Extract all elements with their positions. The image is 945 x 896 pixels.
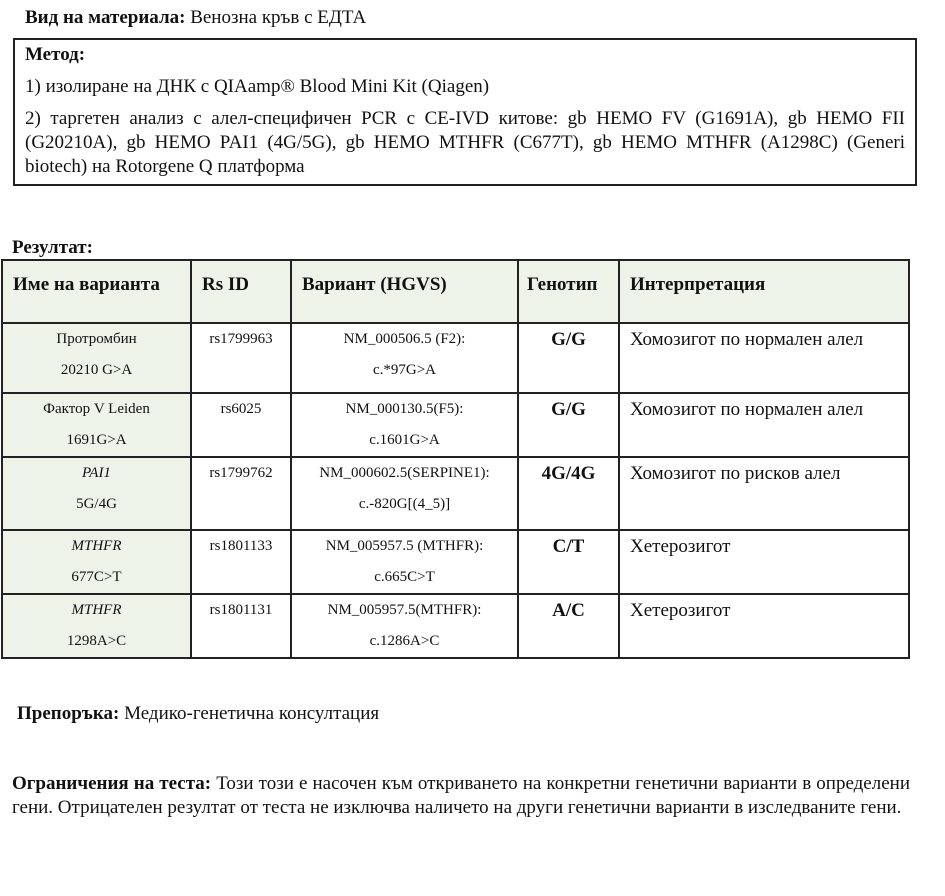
genotype: C/T <box>518 530 619 594</box>
header-hgvs: Вариант (HGVS) <box>291 260 518 323</box>
results-table <box>1 259 910 659</box>
variant-name-cell <box>2 594 191 658</box>
interpretation: Хетерозигот <box>619 594 909 658</box>
hgvs-change: c.1286A>C <box>369 633 440 649</box>
hgvs-transcript: NM_000506.5 (F2): <box>343 331 466 347</box>
table-header <box>2 260 909 323</box>
interpretation: Хомозигот по нормален алел <box>619 323 909 393</box>
genotype: G/G <box>518 323 619 393</box>
interpretation: Хетерозигот <box>619 530 909 594</box>
variant-name: MTHFR <box>71 538 122 554</box>
variant-name-cell <box>2 457 191 530</box>
material-line <box>25 6 366 30</box>
hgvs-transcript: NM_005957.5 (MTHFR): <box>325 538 484 554</box>
table-row <box>2 393 909 457</box>
method-box <box>13 38 917 186</box>
result-label: Резултат: <box>12 237 93 258</box>
method-step-2: 2) таргетен анализ с алел-специфичен PCR с CE-IVD китове: gb HEMO FV (G1691A), gb HEMO FII (G20210A), gb HEMO PAI1 (4G/5G), gb HEMO MTHFR (C677T), gb HEMO MTHFR (A1298C) (Generi biotech) на Rotorgene Q платформа <box>25 108 905 177</box>
variant-change: 1298A>C <box>66 633 127 649</box>
rsid: rs1801131 <box>191 594 291 658</box>
recommendation-value: Медико-генетична консултация <box>124 703 380 724</box>
recommendation-label: Препоръка: <box>17 703 120 724</box>
interpretation: Хомозигот по нормален алел <box>619 393 909 457</box>
hgvs-change: c.1601G>A <box>369 432 440 448</box>
hgvs-cell <box>291 530 518 594</box>
genotype: G/G <box>518 393 619 457</box>
genotype: A/C <box>518 594 619 658</box>
method-label: Метод: <box>25 44 86 65</box>
variant-name-cell <box>2 530 191 594</box>
material-value: Венозна кръв с ЕДТА <box>190 7 367 28</box>
table-row <box>2 457 909 530</box>
table-row <box>2 323 909 393</box>
variant-change: 5G/4G <box>76 496 117 512</box>
limitations-label: Ограничения на теста: <box>12 773 212 794</box>
rsid: rs1799963 <box>191 323 291 393</box>
header-genotype: Генотип <box>518 260 619 323</box>
variant-name: Протромбин <box>56 331 137 347</box>
hgvs-transcript: NM_000602.5(SERPINE1): <box>319 465 490 481</box>
table-row <box>2 530 909 594</box>
rsid: rs6025 <box>191 393 291 457</box>
hgvs-cell <box>291 594 518 658</box>
hgvs-cell <box>291 393 518 457</box>
variant-name: MTHFR <box>71 602 122 618</box>
variant-change: 677C>T <box>71 569 122 585</box>
limitations <box>12 772 910 820</box>
table-row <box>2 594 909 658</box>
hgvs-transcript: NM_000130.5(F5): <box>345 401 464 417</box>
hgvs-change: c.665C>T <box>374 569 435 585</box>
variant-name: Фактор V Leiden <box>43 401 150 417</box>
variant-name-cell <box>2 323 191 393</box>
hgvs-transcript: NM_005957.5(MTHFR): <box>327 602 482 618</box>
hgvs-cell <box>291 323 518 393</box>
header-rsid: Rs ID <box>191 260 291 323</box>
header-interpretation: Интерпретация <box>619 260 909 323</box>
recommendation <box>17 702 379 726</box>
hgvs-change: c.-820G[(4_5)] <box>358 496 451 512</box>
limitations-value: Този този е насочен към откриването на конкретни генетични варианти в определени гени. Отрицателен резултат от теста не изключва наличето на други генетични варианти в изследваните гени. <box>12 773 910 818</box>
method-step-1: 1) изолиране на ДНК с QIAamp® Blood Mini Kit (Qiagen) <box>25 76 490 97</box>
hgvs-change: c.*97G>A <box>372 362 437 378</box>
rsid: rs1801133 <box>191 530 291 594</box>
variant-change: 1691G>A <box>66 432 127 448</box>
rsid: rs1799762 <box>191 457 291 530</box>
hgvs-cell <box>291 457 518 530</box>
variant-name-cell <box>2 393 191 457</box>
variant-change: 20210 G>A <box>60 362 133 378</box>
header-variant-name: Име на варианта <box>2 260 191 323</box>
variant-name: PAI1 <box>82 465 111 481</box>
material-label: Вид на материала: <box>25 7 186 28</box>
interpretation: Хомозигот по рисков алел <box>619 457 909 530</box>
genotype: 4G/4G <box>518 457 619 530</box>
